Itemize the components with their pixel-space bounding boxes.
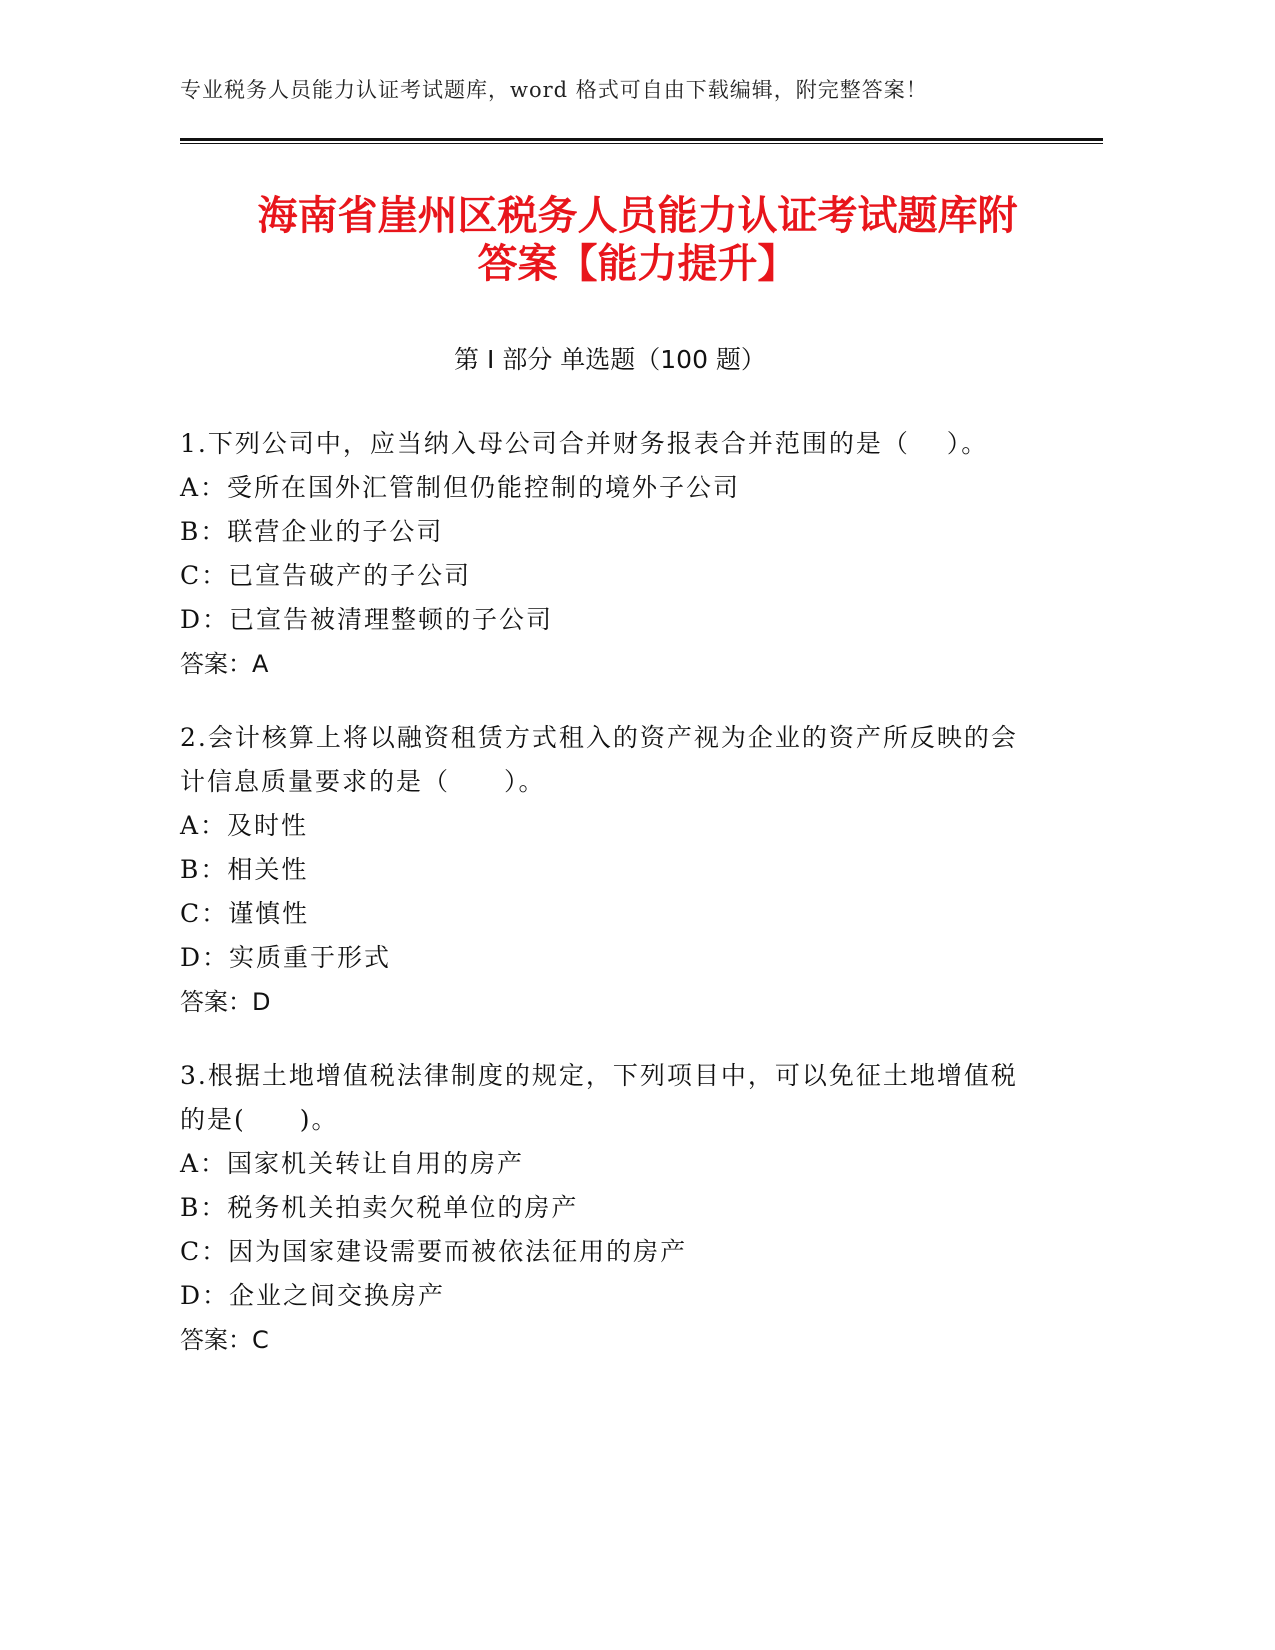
option-c: C：因为国家建设需要而被依法征用的房产 [180, 1237, 688, 1266]
option-c: C：已宣告破产的子公司 [180, 561, 472, 590]
header-rule-thin [180, 143, 1103, 144]
question-stem: 2.会计核算上将以融资租赁方式租入的资产视为企业的资产所反映的会计信息质量要求的是（ ）。 [180, 723, 1018, 796]
question-2 [180, 716, 1030, 1024]
question-stem: 3.根据土地增值税法律制度的规定，下列项目中，可以免征土地增值税的是( )。 [180, 1061, 1018, 1134]
answer: 答案：D [180, 988, 271, 1016]
document-title-line1: 海南省崖州区税务人员能力认证考试题库附 [257, 193, 1018, 239]
document-title [130, 192, 1145, 288]
header-rule-thick [180, 138, 1103, 141]
option-a: A：国家机关转让自用的房产 [180, 1149, 525, 1178]
section-title: 第 I 部分 单选题（100 题） [454, 345, 766, 374]
option-c: C：谨慎性 [180, 899, 310, 928]
question-list [180, 422, 1030, 1392]
header-note: 专业税务人员能力认证考试题库，word 格式可自由下载编辑，附完整答案！ [180, 78, 928, 102]
option-b: B：税务机关拍卖欠税单位的房产 [180, 1193, 579, 1222]
option-b: B：相关性 [180, 855, 309, 884]
question-stem: 1.下列公司中，应当纳入母公司合并财务报表合并范围的是（ ）。 [180, 429, 989, 458]
option-b: B：联营企业的子公司 [180, 517, 444, 546]
option-a: A：及时性 [180, 811, 309, 840]
answer: 答案：A [180, 650, 269, 678]
option-d: D：实质重于形式 [180, 943, 392, 972]
answer: 答案：C [180, 1326, 269, 1354]
question-1 [180, 422, 1030, 686]
option-a: A：受所在国外汇管制但仍能控制的境外子公司 [180, 473, 741, 502]
question-3 [180, 1054, 1030, 1362]
document-title-line2: 答案【能力提升】 [477, 241, 798, 287]
option-d: D：已宣告被清理整顿的子公司 [180, 605, 554, 634]
option-d: D：企业之间交换房产 [180, 1281, 446, 1310]
